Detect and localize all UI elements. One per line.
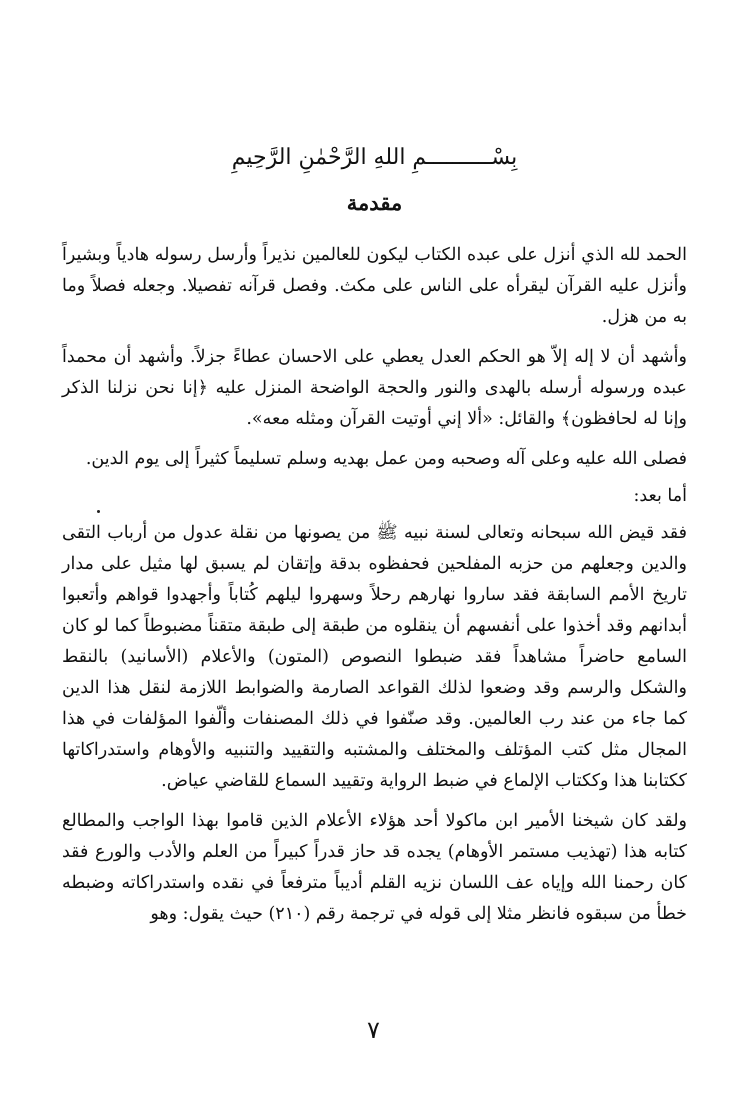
amma-bad-label: أما بعد: <box>633 486 687 506</box>
page-heading: مقدمة <box>346 190 403 215</box>
ink-speck <box>97 510 100 513</box>
paragraph-hamd: الحمد لله الذي أنزل على عبده الكتاب ليكون للعالمين نذيراً وأرسل رسوله هادياً وبشيراً وأنزل عليه القرآن ليقرأه على الناس على مكث. وفصل قرآنه تفصيلا. وجعله فصلاً وما به من هزل. <box>62 245 687 327</box>
paragraph-shahada: وأشهد أن لا إله إلاّ هو الحكم العدل يعطي على الاحسان عطاءً جزلاً. وأشهد أن محمداً عبده ورسوله أرسله بالهدى والنور والحجة الواضحة المنزل عليه ﴿إنا نحن نزلنا الذكر وإنا له لحافظون﴾ والقائل: «ألا إني أوتيت القرآن ومثله معه». <box>62 347 687 429</box>
page-number: ٧ <box>367 1016 380 1044</box>
page-body <box>62 140 687 939</box>
paragraph-sunnah: فقد قيض الله سبحانه وتعالى لسنة نبيه ﷺ من يصونها من نقلة عدول من أرباب التقى والدين وجعلهم من حزبه المفلحين فحفظوه بدقة وإتقان لم يسبق لها مثيل على مدار تاريخ الأمم السابقة فقد ساروا نهارهم رحلاً وسهروا ليلهم كُتاباً وأجهدوا قواهم وأتعبوا أبدانهم وقد أخذوا على أنفسهم أن ينقلوه من طبقة إلى طبقة متقناً مضبوطاً كما لو كان السامع حاضراً مشاهداً فقد ضبطوا النصوص (المتون) والأعلام (الأسانيد) بالنقط والشكل والرسم وقد وضعوا لذلك القواعد الصارمة والضوابط اللازمة لنقل هذا الدين كما جاء من عند رب العالمين. وقد صنّفوا في ذلك المصنفات وألّفوا المؤلفات في هذا المجال مثل كتب المؤتلف والمختلف والمشتبه والتقييد والتنبيه والأوهام واستدراكاتها ككتابنا هذا وككتاب الإلماع في ضبط الرواية وتقييد السماع للقاضي عياض. <box>62 523 688 791</box>
paragraph-ibn-makula: ولقد كان شيخنا الأمير ابن ماكولا أحد هؤلاء الأعلام الذين قاموا بهذا الواجب والمطالع كتابه هذا (تهذيب مستمر الأوهام) يجده قد حاز قدراً كبيراً من العلم والأدب والورع فقد كان رحمنا الله وإياه عف اللسان نزيه القلم أديباً مترفعاً في نقده واستدراكاته وضبطه خطأ من سبقوه فانظر مثلا إلى قوله في ترجمة رقم (٢١٠) حيث يقول: وهو <box>62 811 687 924</box>
basmala-calligraphy: بِسْــــــــــمِ اللهِ الرَّحْمٰنِ الرَّحِيمِ <box>231 145 518 170</box>
paragraph-salat: فصلى الله عليه وعلى آله وصحبه ومن عمل بهديه وسلم تسليماً كثيراً إلى يوم الدين. <box>85 449 687 469</box>
